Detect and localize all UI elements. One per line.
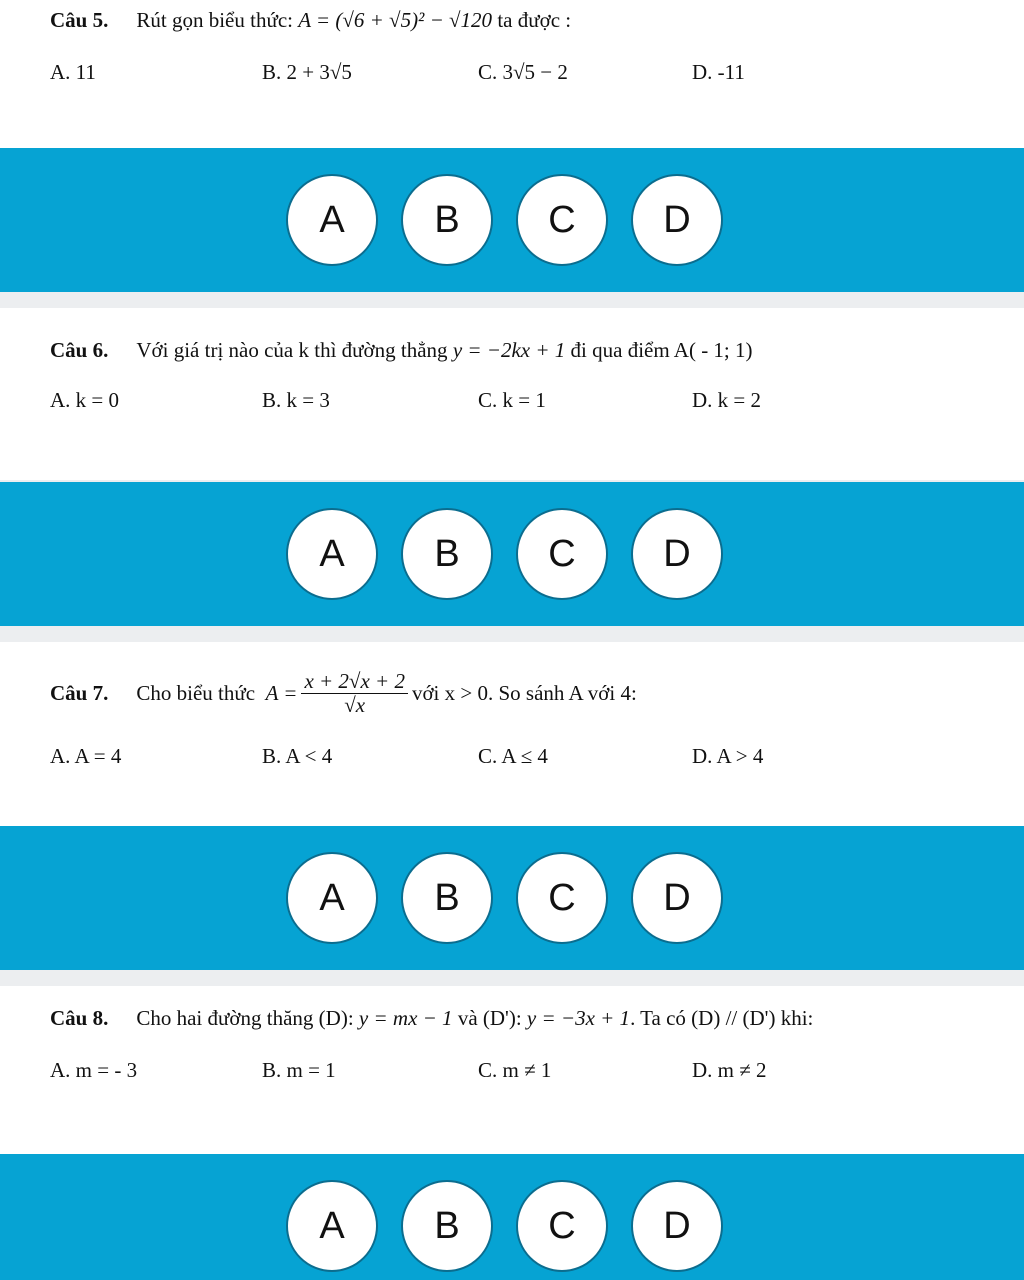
- question-card-7: [0, 642, 1024, 826]
- question-5-text-after: ta được :: [497, 8, 572, 32]
- question-6-stem: [50, 338, 753, 363]
- answer-bar-7: [0, 826, 1024, 970]
- question-7-denominator: √x: [344, 693, 366, 718]
- question-8-option-a: A. m = - 3: [50, 1058, 138, 1082]
- question-6-text: Với giá trị nào của k thì đường thẳng: [136, 338, 448, 362]
- answer-bubbles-8: [286, 1180, 726, 1272]
- question-7-option-a: A. A = 4: [50, 744, 122, 768]
- answer-6-a-button[interactable]: A: [286, 508, 378, 600]
- question-6-formula: y = −2kx + 1: [452, 338, 566, 362]
- answer-bar-5: [0, 148, 1024, 292]
- question-5-option-c: C. 3√5 − 2: [478, 60, 568, 84]
- question-5-options: [50, 60, 1000, 90]
- answer-7-b-button[interactable]: B: [401, 852, 493, 944]
- question-8-formula-1: y = mx − 1: [358, 1006, 453, 1030]
- answer-7-d-button[interactable]: D: [631, 852, 723, 944]
- question-7-stem: [50, 670, 637, 717]
- answer-6-c-button[interactable]: C: [516, 508, 608, 600]
- question-7-options: [50, 744, 1000, 774]
- question-8-formula-2: y = −3x + 1: [526, 1006, 631, 1030]
- answer-bar-8: [0, 1154, 1024, 1280]
- answer-8-b-button[interactable]: B: [401, 1180, 493, 1272]
- question-8-text-mid: và (D'):: [457, 1006, 522, 1030]
- question-5-option-b: B. 2 + 3√5: [262, 60, 352, 84]
- answer-8-c-button[interactable]: C: [516, 1180, 608, 1272]
- question-8-option-c: C. m ≠ 1: [478, 1058, 552, 1082]
- answer-5-b-button[interactable]: B: [401, 174, 493, 266]
- question-7-numerator: x + 2√x + 2: [301, 670, 408, 694]
- answer-bubbles-7: [286, 852, 726, 944]
- question-8-stem: [50, 1006, 813, 1031]
- question-7-text-after: với x > 0. So sánh A với 4:: [411, 681, 637, 706]
- question-8-options: [50, 1058, 1000, 1088]
- question-8-number: Câu 8.: [50, 1006, 109, 1030]
- question-7-fraction: [301, 670, 408, 717]
- question-6-option-b: B. k = 3: [262, 388, 330, 412]
- question-card-8: [0, 986, 1024, 1154]
- question-7-option-d: D. A > 4: [692, 744, 764, 768]
- answer-5-c-button[interactable]: C: [516, 174, 608, 266]
- question-7-option-c: C. A ≤ 4: [478, 744, 548, 768]
- question-6-text-after: đi qua điểm A( - 1; 1): [570, 338, 753, 362]
- question-8-text: Cho hai đường thăng (D):: [136, 1006, 354, 1030]
- question-5-number: Câu 5.: [50, 8, 109, 32]
- answer-5-a-button[interactable]: A: [286, 174, 378, 266]
- answer-5-d-button[interactable]: D: [631, 174, 723, 266]
- question-6-option-c: C. k = 1: [478, 388, 546, 412]
- answer-8-d-button[interactable]: D: [631, 1180, 723, 1272]
- answer-7-c-button[interactable]: C: [516, 852, 608, 944]
- question-5-option-a: A. 11: [50, 60, 96, 84]
- question-8-text-after: . Ta có (D) // (D') khi:: [630, 1006, 814, 1030]
- answer-bar-6: [0, 482, 1024, 626]
- question-6-option-d: D. k = 2: [692, 388, 762, 412]
- question-5-formula: A = (√6 + √5)² − √120: [298, 8, 493, 32]
- question-card-5: [0, 0, 1024, 148]
- question-7-text: Cho biểu thức: [136, 681, 256, 706]
- question-7-number: Câu 7.: [50, 681, 109, 706]
- question-card-6: [0, 308, 1024, 480]
- question-5-text: Rút gọn biểu thức:: [136, 8, 293, 32]
- question-6-option-a: A. k = 0: [50, 388, 120, 412]
- answer-6-d-button[interactable]: D: [631, 508, 723, 600]
- question-5-stem: [50, 8, 571, 33]
- question-6-options: [50, 388, 1000, 418]
- question-8-option-d: D. m ≠ 2: [692, 1058, 767, 1082]
- answer-6-b-button[interactable]: B: [401, 508, 493, 600]
- question-6-number: Câu 6.: [50, 338, 109, 362]
- question-7-formula-lhs: A =: [265, 681, 298, 706]
- question-7-option-b: B. A < 4: [262, 744, 333, 768]
- answer-bubbles-6: [286, 508, 726, 600]
- question-8-option-b: B. m = 1: [262, 1058, 336, 1082]
- answer-bubbles-5: [286, 174, 726, 266]
- answer-8-a-button[interactable]: A: [286, 1180, 378, 1272]
- question-5-option-d: D. -11: [692, 60, 745, 84]
- answer-7-a-button[interactable]: A: [286, 852, 378, 944]
